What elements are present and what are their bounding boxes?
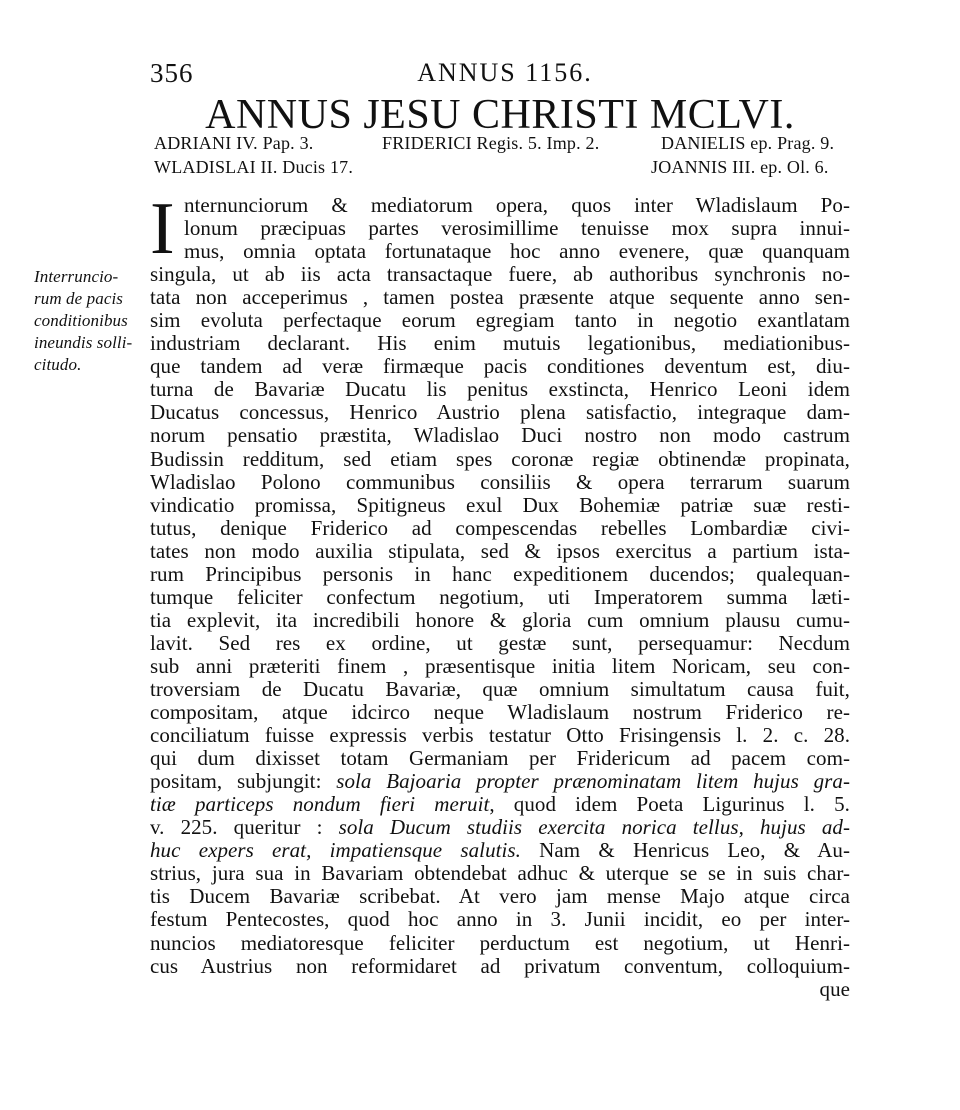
page-number: 356 <box>150 58 194 88</box>
text-line: conciliatum fuisse expressis verbis testatur Otto Frisingensis l. 2. c. 28. <box>150 723 850 748</box>
margin-note-line: rum de pacis <box>34 289 124 308</box>
text-line: singula, ut ab iis acta transactaque fuere, ab authoribus synchronis no- <box>150 262 850 287</box>
margin-note-line: conditionibus <box>34 311 128 330</box>
text-line: industriam declarant. His enim mutuis legationibus, mediationibus- <box>150 331 850 356</box>
text-line <box>150 793 850 816</box>
text-segment: , quod idem Poeta Ligurinus l. 5. <box>489 792 850 817</box>
margin-note-line: Interruncio- <box>34 267 119 286</box>
text-line: qui dum dixisset totam Germaniam per Fridericum ad pacem com- <box>150 746 850 771</box>
regnal-year-duke: WLADISLAI II. Ducis 17. <box>154 157 354 177</box>
body-text <box>150 188 851 1001</box>
text-line: Budissin redditum, sed etiam spes coronæ regiæ obtinendæ propinata, <box>150 446 850 471</box>
text-line: mus, omnia optata fortunataque hoc anno evenere, quæ quanquam <box>184 239 850 264</box>
text-line: Wladislao Polono communibus consiliis & opera terrarum suarum <box>150 469 850 494</box>
text-line: vindicatio promissa, Spitigneus exul Dux Bohemiæ patriæ suæ resti- <box>150 492 850 517</box>
text-line: troversiam de Ducatu Bavariæ, quæ omnium simultatum causa fuit, <box>150 676 850 701</box>
text-line: festum Pentecostes, quod hoc anno in 3. Junii incidit, eo per inter- <box>150 907 850 932</box>
text-segment: v. 225. queritur : <box>150 815 339 840</box>
text-segment: Nam & Henricus Leo, & Au- <box>520 838 851 863</box>
margin-note <box>34 266 136 376</box>
text-line: nternunciorum & mediatorum opera, quos inter Wladislaum Po- <box>184 193 850 217</box>
text-line <box>150 816 850 839</box>
text-line: rum Principibus personis in hanc expeditionem ducendos; qualequan- <box>150 561 850 586</box>
catchword: que <box>819 976 850 1001</box>
text-line: turna de Bavariæ Ducatu lis penitus exstincta, Henrico Leoni idem <box>150 377 850 402</box>
text-line: compositam, atque idcirco neque Wladislaum nostrum Friderico re- <box>150 700 850 725</box>
text-segment: positam, subjungit: <box>150 769 337 794</box>
regnal-year-pope: ADRIANI IV. Pap. 3. <box>154 133 314 153</box>
text-line: tia explevit, ita incredibili honore & gloria cum omnium plausu cumu- <box>150 607 850 632</box>
text-line: tata non acceperimus , tamen postea præsente atque sequente anno sen- <box>150 285 850 310</box>
page-title: ANNUS JESU CHRISTI MCLVI. <box>205 92 795 138</box>
margin-note-line: ineundis solli- <box>34 333 133 352</box>
text-line: tutus, denique Friderico ad compescendas rebelles Lombardiæ civi- <box>150 515 850 540</box>
text-line: lonum præcipuas partes verosimillime tenuisse mox supra innui- <box>184 216 850 241</box>
text-line: cus Austrius non reformidaret ad privatum conventum, colloquium- <box>150 953 850 978</box>
text-line: sub anni præteriti finem , præsentisque initia litem Noricam, seu con- <box>150 653 850 678</box>
text-line: sim evoluta perfectaque eorum egregiam tanto in negotio exantlatam <box>150 308 850 333</box>
text-line <box>150 770 850 793</box>
drop-cap: I <box>150 188 175 270</box>
text-line <box>150 839 850 862</box>
text-line: nuncios mediatoresque feliciter perductum est negotium, ut Henri- <box>150 930 850 955</box>
text-line: lavit. Sed res ex ordine, ut gestæ sunt, persequamur: Necdum <box>150 630 850 655</box>
italic-quotation: tiæ particeps nondum fieri meruit <box>150 792 490 817</box>
text-line: strius, jura sua in Bavariam obtendebat adhuc & uterque se se in suis char- <box>150 861 850 886</box>
running-head: ANNUS 1156. <box>417 58 593 87</box>
text-line: tis Ducem Bavariæ scribebat. At vero jam mense Majo atque circa <box>150 884 850 909</box>
margin-note-line: citudo. <box>34 355 82 374</box>
text-line: norum pensatio præstita, Wladislao Duci nostro non modo castrum <box>150 423 850 448</box>
regnal-year-bishop-prague: DANIELIS ep. Prag. 9. <box>661 133 835 153</box>
text-line: Ducatus concessus, Henrico Austrio plena satisfactio, integraque dam- <box>150 400 850 425</box>
italic-quotation: sola Ducum studiis exercita norica tellus, hujus ad- <box>338 815 850 840</box>
text-line: tumque feliciter confectum negotium, uti Imperatorem summa læti- <box>150 584 850 609</box>
text-line: que tandem ad veræ firmæque pacis conditiones deventum est, diu- <box>150 354 850 379</box>
italic-quotation: sola Bajoaria propter prænominatam litem hujus gra- <box>336 769 850 794</box>
text-line: tates non modo auxilia stipulata, sed & ipsos exercitus a partium ista- <box>150 538 850 563</box>
italic-quotation: huc expers erat, impatiensque salutis. <box>150 838 521 863</box>
regnal-year-emperor: FRIDERICI Regis. 5. Imp. 2. <box>382 133 600 153</box>
regnal-year-bishop-olomouc: JOANNIS III. ep. Ol. 6. <box>651 157 829 177</box>
